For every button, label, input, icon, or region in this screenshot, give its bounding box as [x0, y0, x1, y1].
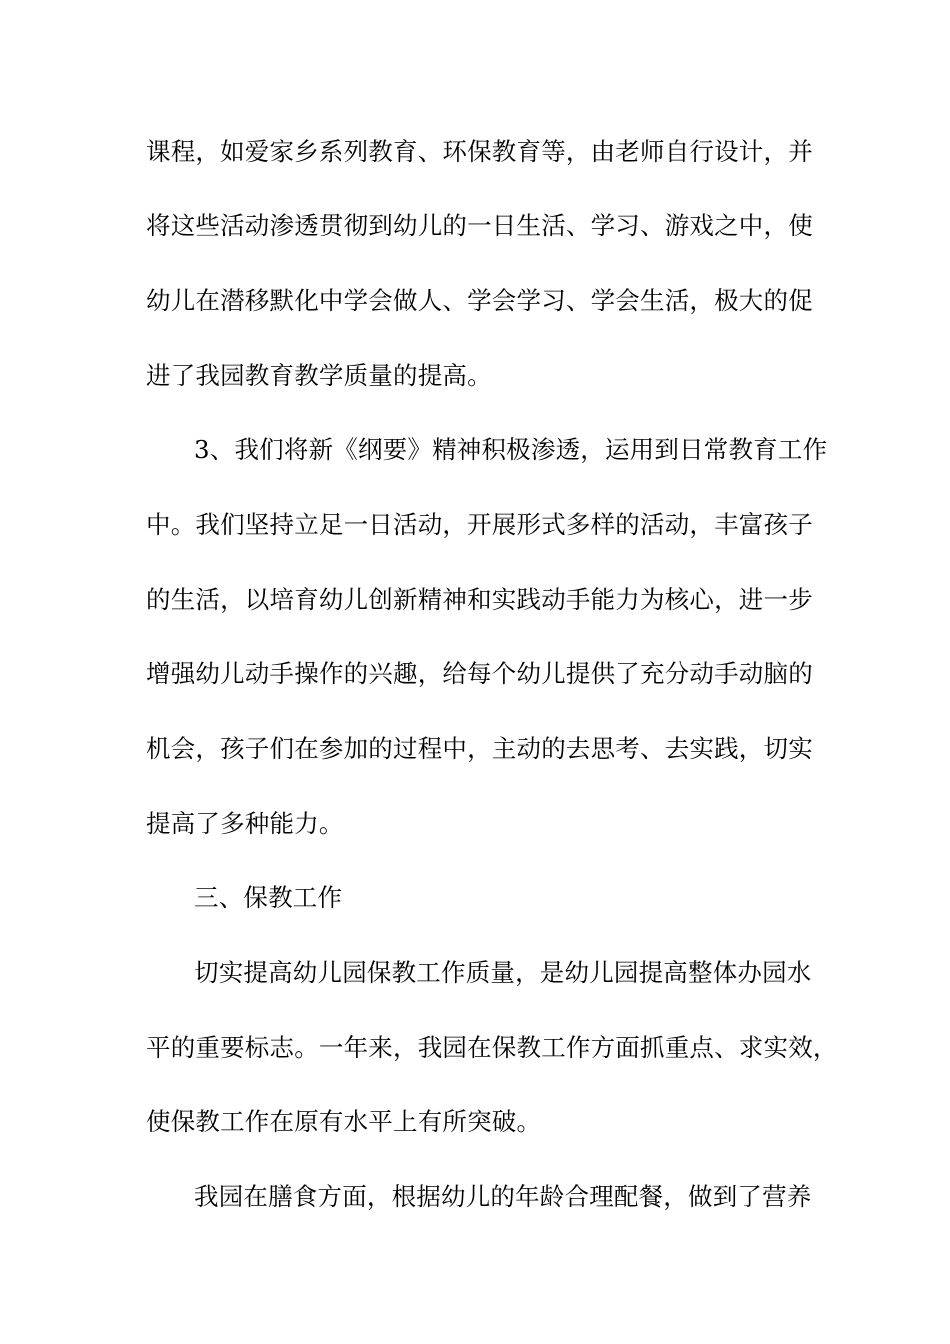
text-line: 增强幼儿动手操作的兴趣，给每个幼儿提供了充分动手动脑的: [146, 659, 813, 688]
text-line: 幼儿在潜移默化中学会做人、学会学习、学会生活，极大的促: [146, 286, 813, 315]
section-heading: 三、保教工作: [194, 883, 343, 912]
text-line: 将这些活动渗透贯彻到幼儿的一日生活、学习、游戏之中，使: [146, 211, 813, 240]
text-line: 进了我园教育教学质量的提高。: [146, 361, 492, 390]
text-line: 课程，如爱家乡系列教育、环保教育等，由老师自行设计，并: [146, 137, 813, 166]
text-line: 3、我们将新《纲要》精神积极渗透，运用到日常教育工作: [194, 435, 828, 464]
text-line: 使保教工作在原有水平上有所突破。: [146, 1107, 542, 1136]
text-line: 我园在膳食方面，根据幼儿的年龄合理配餐，做到了营养: [194, 1182, 812, 1211]
text-line: 提高了多种能力。: [146, 809, 344, 838]
text-line: 切实提高幼儿园保教工作质量，是幼儿园提高整体办园水: [194, 958, 812, 987]
text-line: 中。我们坚持立足一日活动，开展形式多样的活动，丰富孩子: [146, 510, 813, 539]
text-line: 机会，孩子们在参加的过程中，主动的去思考、去实践，切实: [146, 734, 813, 763]
text-line: 的生活，以培育幼儿创新精神和实践动手能力为核心，进一步: [146, 585, 813, 614]
text-line: 平的重要标志。一年来，我园在保教工作方面抓重点、求实效，: [146, 1033, 838, 1062]
